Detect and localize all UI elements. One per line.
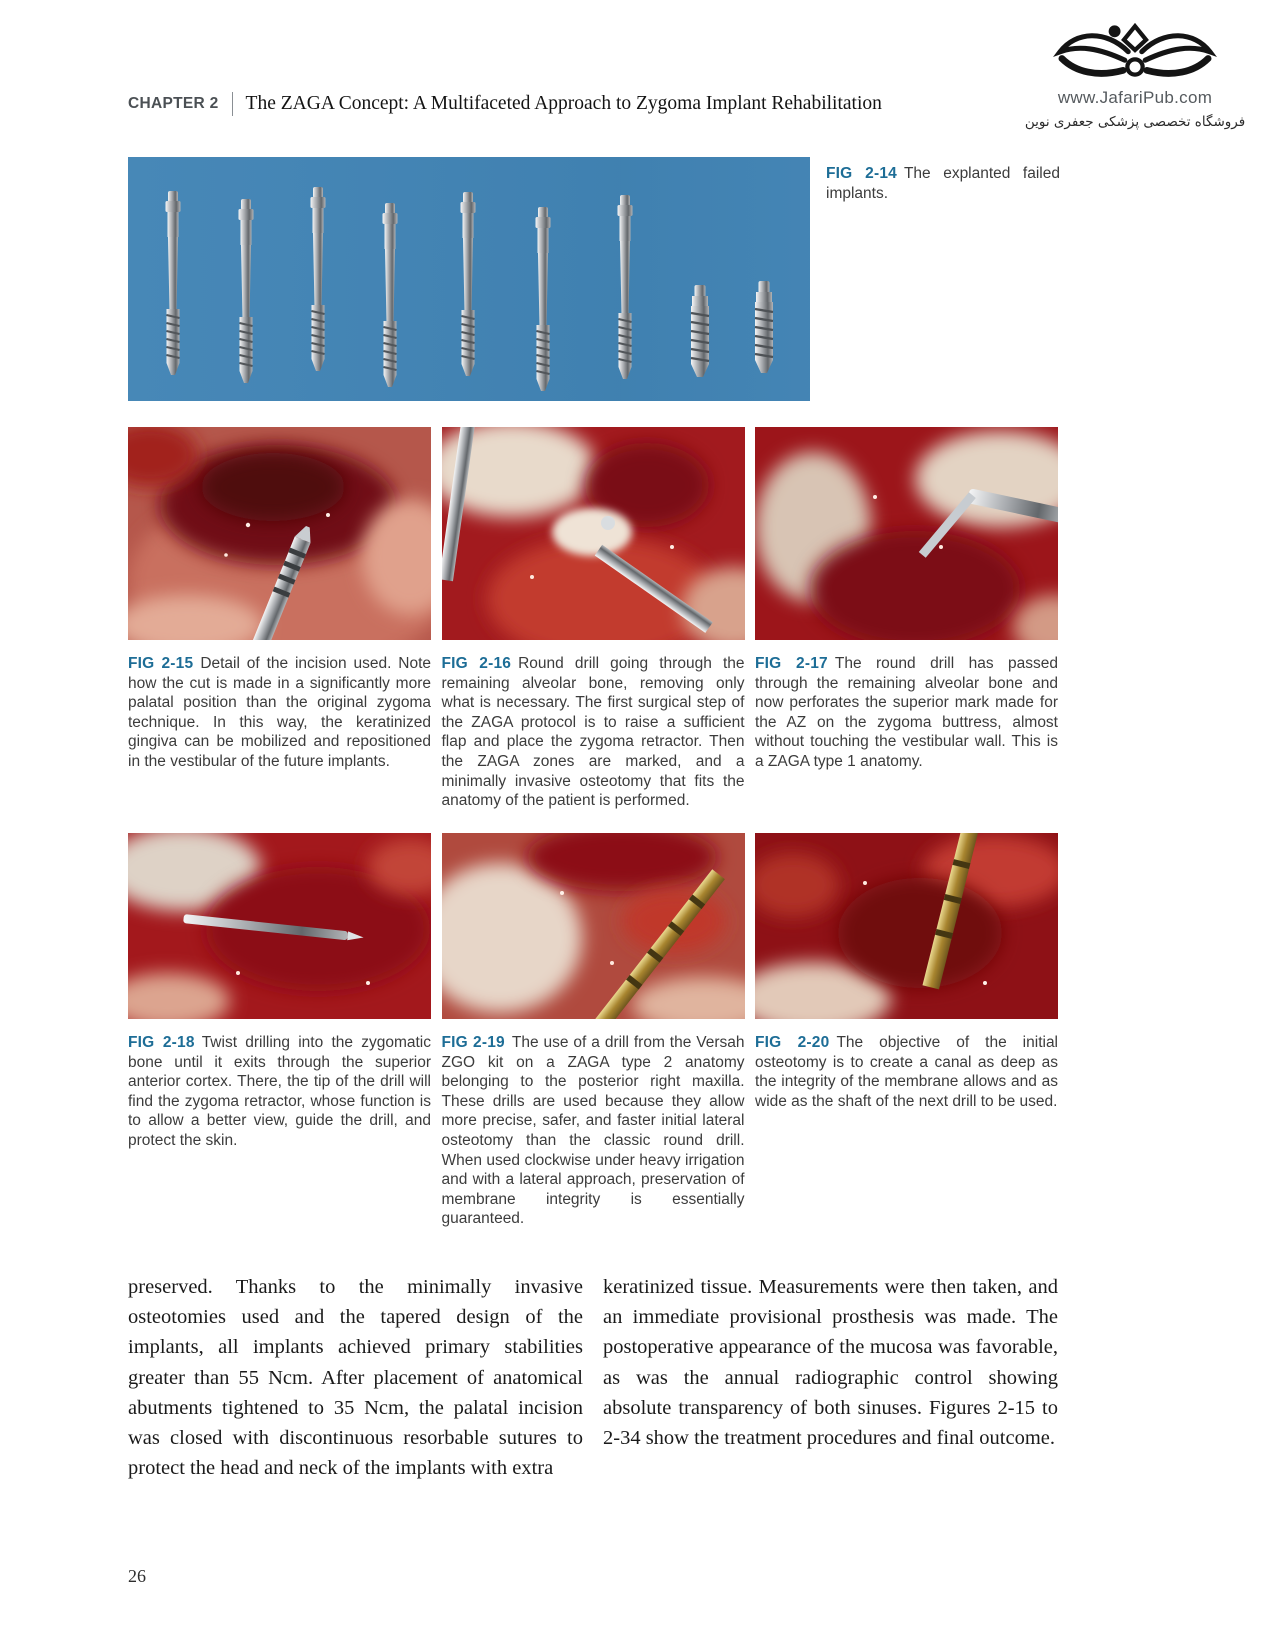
publisher-branding	[1012, 14, 1258, 130]
figure-2-19-image	[442, 833, 745, 1019]
figure-2-18-caption-text: Twist drilling into the zygomatic bone until it exits through the superior anterior cortex. There, the tip of the drill will find the zygoma retractor, whose function is to allow a better view, guide the drill, and protect the skin.	[128, 1034, 432, 1149]
figure-2-15-image	[128, 427, 431, 640]
figure-2-14-label: FIG 2-14	[826, 165, 897, 182]
figure-2-15-label: FIG 2-15	[128, 655, 194, 672]
header-divider	[232, 92, 233, 116]
figure-2-19-caption-text: The use of a drill from the Versah ZGO kit on a ZAGA type 2 anatomy belonging to the posterior right maxilla. These drills are used because they allow more precise, safer, and faster initial lateral osteotomy than the classic round drill. When used clockwise under heavy irrigation and with a lateral approach, preservation of membrane integrity is essentially guaranteed.	[441, 1034, 745, 1228]
figure-2-17-caption	[755, 654, 1058, 772]
figure-2-15	[128, 427, 431, 811]
figure-2-15-caption	[128, 654, 431, 772]
publisher-tagline: فروشگاه تخصصی پزشکی جعفری نوین	[1024, 114, 1246, 130]
figure-2-17-caption-text: The round drill has passed through the remaining alveolar bone and now perforates the superior mark made for the AZ on the zygoma buttress, almost without touching the vestibular wall. This is a ZAGA type 1 anatomy.	[755, 655, 1058, 770]
figure-2-17	[755, 427, 1058, 811]
figure-row-2	[128, 833, 1058, 1229]
figure-2-16-image	[442, 427, 745, 640]
figure-2-14-caption-text: The explanted failed implants.	[826, 165, 1060, 202]
chapter-label: CHAPTER 2	[128, 95, 219, 112]
figure-2-19-label: FIG 2-19	[441, 1034, 505, 1051]
figure-2-16-caption	[442, 654, 745, 811]
figure-row-1	[128, 427, 1058, 811]
chapter-title: The ZAGA Concept: A Multifaceted Approach to Zygoma Implant Rehabilitation	[245, 93, 882, 114]
publisher-website: www.JafariPub.com	[1057, 88, 1213, 107]
figure-2-18	[128, 833, 431, 1229]
figure-2-17-label: FIG 2-17	[755, 655, 828, 672]
figure-2-19-caption	[442, 1033, 745, 1229]
jafari-pub-logo-icon	[1050, 14, 1220, 86]
body-text	[128, 1272, 1058, 1483]
figure-2-20-image	[755, 833, 1058, 1019]
figure-2-16-caption-text: Round drill going through the remaining alveolar bone, removing only what is necessary. The first surgical step of the ZAGA protocol is to raise a sufficient flap and place the zygoma retractor. Then the ZAGA zones are marked, and a minimally invasive osteotomy that fits the anatomy of the patient is performed.	[441, 655, 745, 810]
figure-2-20-caption-text: The objective of the initial osteotomy is to create a canal as deep as the integrity of the membrane allows and as wide as the shaft of the next drill to be used.	[755, 1034, 1059, 1110]
figure-2-20-caption	[755, 1033, 1058, 1111]
body-left-column: preserved. Thanks to the minimally invasive osteotomies used and the tapered design of the implants, all implants achieved primary stabilities greater than 55 Ncm. After placement of anatomical abutments tightened to 35 Ncm, the palatal incision was closed with discontinuous resorbable sutures to protect the head and neck of the implants with extra	[128, 1276, 583, 1480]
figure-2-16-label: FIG 2-16	[441, 655, 512, 672]
figure-2-14-image	[128, 157, 810, 401]
figure-2-18-caption	[128, 1033, 431, 1151]
figure-2-15-caption-text: Detail of the incision used. Note how the cut is made in a significantly more palatal position than the original zygoma technique. In this way, the keratinized gingiva can be mobilized and repositioned in the vestibular of the future implants.	[128, 655, 432, 770]
page-number: 26	[128, 1566, 146, 1586]
figure-2-18-label: FIG 2-18	[128, 1034, 195, 1051]
figure-2-20-label: FIG 2-20	[755, 1034, 830, 1051]
figure-2-18-image	[128, 833, 431, 1019]
figure-2-17-image	[755, 427, 1058, 640]
figure-2-19	[442, 833, 745, 1229]
chapter-header	[128, 92, 1028, 116]
figure-2-16	[442, 427, 745, 811]
figure-2-20	[755, 833, 1058, 1229]
figure-2-14-caption	[826, 164, 1060, 203]
body-right-column: keratinized tissue. Measurements were then taken, and an immediate provisional prosthesis was made. The postoperative appearance of the mucosa was favorable, as was the annual radiographic control showing absolute transparency of both sinuses. Figures 2-15 to 2-34 show the treatment procedures and final outcome.	[603, 1276, 1058, 1450]
